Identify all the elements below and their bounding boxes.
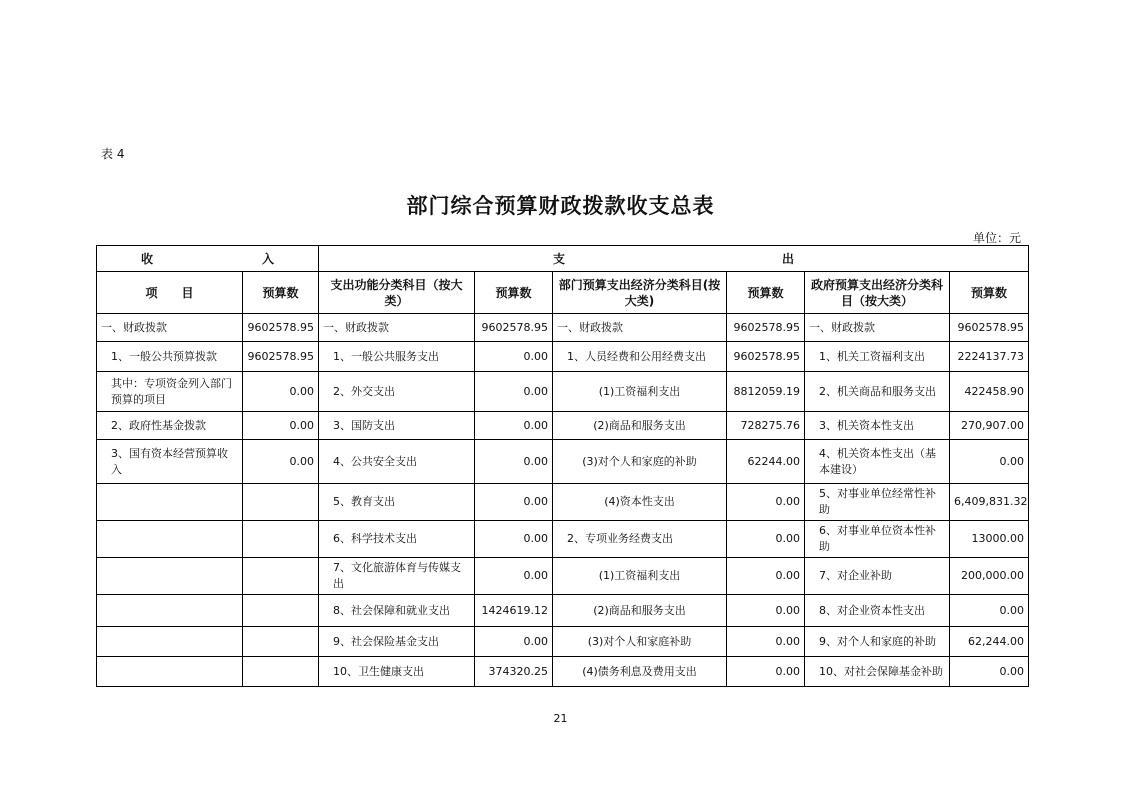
dept-economic-item-cell: (4)债务利息及费用支出	[553, 657, 727, 687]
col-header-budget-3: 预算数	[727, 272, 805, 314]
table-row	[97, 372, 1029, 412]
gov-economic-item-cell: 7、对企业补助	[805, 558, 950, 595]
dept-economic-item-cell: (4)资本性支出	[553, 484, 727, 521]
gov-economic-budget-cell: 200,000.00	[950, 558, 1029, 595]
table-row	[97, 314, 1029, 342]
table-row	[97, 595, 1029, 627]
dept-economic-item-cell: (1)工资福利支出	[553, 372, 727, 412]
expense-section-header	[319, 246, 1029, 272]
dept-economic-item-cell: (2)商品和服务支出	[553, 595, 727, 627]
income-budget-cell: 0.00	[243, 440, 319, 484]
gov-economic-budget-cell: 6,409,831.32	[950, 484, 1029, 521]
functional-item-cell: 5、教育支出	[319, 484, 475, 521]
dept-economic-budget-cell: 9602578.95	[727, 342, 805, 372]
gov-economic-item-cell: 6、对事业单位资本性补助	[805, 521, 950, 558]
gov-economic-budget-cell: 62,244.00	[950, 627, 1029, 657]
income-budget-cell	[243, 595, 319, 627]
income-char-1: 收	[141, 251, 154, 266]
dept-economic-item-cell: 1、人员经费和公用经费支出	[553, 342, 727, 372]
functional-budget-cell: 0.00	[475, 627, 553, 657]
income-item-cell: 1、一般公共预算拨款	[97, 342, 243, 372]
gov-economic-budget-cell: 422458.90	[950, 372, 1029, 412]
col-header-budget-2: 预算数	[475, 272, 553, 314]
dept-economic-item-cell: (2)商品和服务支出	[553, 412, 727, 440]
income-budget-cell	[243, 627, 319, 657]
col-header-dept-economic: 部门预算支出经济分类科目(按大类)	[553, 272, 727, 314]
dept-economic-item-cell: (3)对个人和家庭补助	[553, 627, 727, 657]
income-item-cell	[97, 595, 243, 627]
dept-economic-budget-cell: 9602578.95	[727, 314, 805, 342]
dept-economic-budget-cell: 0.00	[727, 627, 805, 657]
income-item-cell	[97, 521, 243, 558]
functional-budget-cell: 1424619.12	[475, 595, 553, 627]
gov-economic-budget-cell: 0.00	[950, 595, 1029, 627]
functional-item-cell: 6、科学技术支出	[319, 521, 475, 558]
functional-item-cell: 1、一般公共服务支出	[319, 342, 475, 372]
gov-economic-budget-cell: 0.00	[950, 440, 1029, 484]
gov-economic-item-cell: 一、财政拨款	[805, 314, 950, 342]
functional-item-cell: 2、外交支出	[319, 372, 475, 412]
income-char-2: 入	[261, 251, 274, 266]
gov-economic-item-cell: 1、机关工资福利支出	[805, 342, 950, 372]
expense-char-1: 支	[553, 251, 566, 266]
gov-economic-item-cell: 9、对个人和家庭的补助	[805, 627, 950, 657]
gov-economic-item-cell: 4、机关资本性支出（基本建设）	[805, 440, 950, 484]
income-item-cell: 其中：专项资金列入部门预算的项目	[97, 372, 243, 412]
dept-economic-budget-cell: 0.00	[727, 657, 805, 687]
functional-budget-cell: 374320.25	[475, 657, 553, 687]
functional-budget-cell: 0.00	[475, 521, 553, 558]
income-item-cell	[97, 484, 243, 521]
table-row	[97, 484, 1029, 521]
unit-label: 单位：元	[972, 231, 1021, 245]
income-budget-cell	[243, 657, 319, 687]
gov-economic-budget-cell: 270,907.00	[950, 412, 1029, 440]
col-header-budget-1: 预算数	[243, 272, 319, 314]
table-number: 表 4	[101, 147, 125, 161]
functional-item-cell: 7、文化旅游体育与传媒支出	[319, 558, 475, 595]
col-header-budget-4: 预算数	[950, 272, 1029, 314]
table-row	[97, 657, 1029, 687]
income-budget-cell: 9602578.95	[243, 314, 319, 342]
functional-item-cell: 10、卫生健康支出	[319, 657, 475, 687]
income-budget-cell	[243, 484, 319, 521]
income-budget-cell	[243, 558, 319, 595]
budget-table	[96, 245, 1029, 687]
income-section-header	[97, 246, 319, 272]
functional-item-cell: 8、社会保障和就业支出	[319, 595, 475, 627]
col-header-gov-economic: 政府预算支出经济分类科目（按大类）	[805, 272, 950, 314]
income-item-cell: 3、国有资本经营预算收入	[97, 440, 243, 484]
income-budget-cell: 0.00	[243, 412, 319, 440]
section-header-row	[97, 246, 1029, 272]
income-item-cell: 一、财政拨款	[97, 314, 243, 342]
functional-item-cell: 4、公共安全支出	[319, 440, 475, 484]
income-item-cell: 2、政府性基金拨款	[97, 412, 243, 440]
functional-budget-cell: 9602578.95	[475, 314, 553, 342]
dept-economic-budget-cell: 0.00	[727, 521, 805, 558]
document-title: 部门综合预算财政拨款收支总表	[406, 193, 715, 218]
dept-economic-item-cell: 一、财政拨款	[553, 314, 727, 342]
income-item-cell	[97, 558, 243, 595]
functional-budget-cell: 0.00	[475, 412, 553, 440]
dept-economic-item-cell: 2、专项业务经费支出	[553, 521, 727, 558]
dept-economic-budget-cell: 8812059.19	[727, 372, 805, 412]
functional-budget-cell: 0.00	[475, 372, 553, 412]
functional-budget-cell: 0.00	[475, 558, 553, 595]
income-budget-cell: 0.00	[243, 372, 319, 412]
gov-economic-item-cell: 10、对社会保障基金补助	[805, 657, 950, 687]
functional-item-cell: 一、财政拨款	[319, 314, 475, 342]
dept-economic-budget-cell: 0.00	[727, 595, 805, 627]
dept-economic-item-cell: (1)工资福利支出	[553, 558, 727, 595]
table-row	[97, 342, 1029, 372]
col-header-item: 项 目	[97, 272, 243, 314]
gov-economic-budget-cell: 9602578.95	[950, 314, 1029, 342]
gov-economic-item-cell: 8、对企业资本性支出	[805, 595, 950, 627]
dept-economic-budget-cell: 0.00	[727, 484, 805, 521]
dept-economic-budget-cell: 62244.00	[727, 440, 805, 484]
column-header-row	[97, 272, 1029, 314]
gov-economic-item-cell: 2、机关商品和服务支出	[805, 372, 950, 412]
gov-economic-budget-cell: 13000.00	[950, 521, 1029, 558]
col-header-functional: 支出功能分类科目（按大类）	[319, 272, 475, 314]
gov-economic-item-cell: 5、对事业单位经常性补助	[805, 484, 950, 521]
functional-budget-cell: 0.00	[475, 484, 553, 521]
expense-char-2: 出	[781, 251, 794, 266]
dept-economic-budget-cell: 0.00	[727, 558, 805, 595]
table-row	[97, 627, 1029, 657]
dept-economic-budget-cell: 728275.76	[727, 412, 805, 440]
table-row	[97, 521, 1029, 558]
table-body	[97, 314, 1029, 687]
income-item-cell	[97, 627, 243, 657]
dept-economic-item-cell: (3)对个人和家庭的补助	[553, 440, 727, 484]
gov-economic-budget-cell: 2224137.73	[950, 342, 1029, 372]
gov-economic-budget-cell: 0.00	[950, 657, 1029, 687]
functional-budget-cell: 0.00	[475, 440, 553, 484]
table-row	[97, 412, 1029, 440]
income-item-cell	[97, 657, 243, 687]
table-row	[97, 558, 1029, 595]
table-row	[97, 440, 1029, 484]
functional-budget-cell: 0.00	[475, 342, 553, 372]
income-budget-cell: 9602578.95	[243, 342, 319, 372]
page-number: 21	[553, 712, 568, 725]
gov-economic-item-cell: 3、机关资本性支出	[805, 412, 950, 440]
functional-item-cell: 9、社会保险基金支出	[319, 627, 475, 657]
functional-item-cell: 3、国防支出	[319, 412, 475, 440]
income-budget-cell	[243, 521, 319, 558]
